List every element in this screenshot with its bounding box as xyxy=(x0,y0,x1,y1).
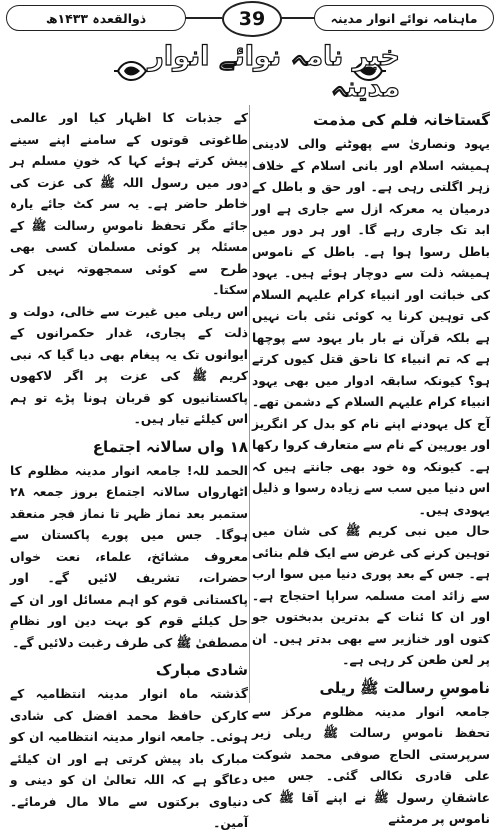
column-divider xyxy=(249,105,250,703)
header-rule-left xyxy=(184,17,222,19)
header-date: ذوالقعدہ ۱۴۳۳ھ xyxy=(6,5,186,31)
section-heading: گستاخانہ فلم کی مذمت xyxy=(313,111,490,129)
section-heading: شادی مبارک xyxy=(155,661,248,679)
article-paragraph: کے جذبات کا اظہار کیا اور عالمی طاغوتی قوتوں کے سامنے اپنے سینے پیش کرتے ہوئے کہا کہ خونِ مسلم ہر دور میں رسول اللہ ﷺ کی عزت کی خاطر حاضر ہے۔ یہ سر کٹ جائے یارہ جائے مگر تحفظ ناموسِ رسالت ﷺ کے مسئلہ پر کوئی مسلمان کسی بھی طرح سے کوئی سمجھوتہ نہیں کر سکتا۔ xyxy=(10,111,248,297)
article-paragraph: الحمد للہ! جامعہ انوار مدینہ مظلوم کا اٹھارواں سالانہ اجتماع بروز جمعہ ۲۸ ستمبر بعد نماز ظہر تا نماز فجر منعقد ہوگا۔ جس میں پورے پاکستان سے معروف مشائخ، علماء، نعت خواں حضرات، تشریف لائیں گے۔ اور پاکستانی قوم کو اہم مسائل اور ان کے حل کیلئے قوم کو بہت دین اور نظامِ مصطفیٰ ﷺ کی طرف رغبت دلائیں گے۔ xyxy=(10,463,248,650)
header-rule-right xyxy=(278,17,316,19)
banner-title: خبر نامہ نوائے انوار مدینہ xyxy=(148,41,400,103)
article-paragraph: گذشتہ ماہ انوار مدینہ انتظامیہ کے کارکن حافظ محمد افضل کی شادی ہوئی۔ جامعہ انوار مدینہ انتظامیہ ان کو مبارک باد پیش کرتی ہے اور ان کیلئے دعاگو ہے کہ اللہ تعالیٰ ان کو دینی و دنیاوی برکتوں سے مالا مال فرمائے۔ آمین۔ xyxy=(10,687,248,830)
article-paragraph: جامعہ انوار مدینہ مظلوم مرکز سے تحفظ ناموسِ رسالت ﷺ ریلی زیر سرپرستی الحاج صوفی محمد شوکت علی قادری نکالی گئی۔ جس میں عاشقانِ رسول ﷺ نے اپنے آقا ﷺ کی ناموس پر مرمٹنے xyxy=(252,704,490,826)
news-banner xyxy=(100,41,400,103)
section-heading: ۱۸ واں سالانہ اجتماع xyxy=(92,437,248,456)
article-paragraph: حال میں نبی کریم ﷺ کی شان میں توہین کرنے کی غرض سے ایک فلم بنائی ہے۔ جس کے بعد پوری دنیا میں سوا ارب سے زائد امت مسلمہ سراپا احتجاج ہے۔ اور ان کا ئنات کے بدترین بدبختوں جو کتوں اور خنازیر سے بھی بدتر ہیں۔ ان پر لعن طعن کر رہی ہے۔ xyxy=(252,524,490,667)
header-magazine-name: ماہنامہ نوائے انوار مدینہ xyxy=(314,5,494,31)
article-paragraph: اس ریلی میں غیرت سے خالی، دولت و ذلت کے پجاری، غدار حکمرانوں کے ایوانوں تک یہ پیغام بھی دیا گیا کہ نبی کریم ﷺ کی عزت پر اگر لاکھوں پاکستانیوں کو قربان ہونا پڑے تو ہم اس کیلئے تیار ہیں۔ xyxy=(10,304,248,426)
left-column xyxy=(10,108,248,835)
article-paragraph: یہود ونصاریٰ سے پھوٹنے والی لادینی ہمیشہ اسلام اور بانی اسلام کے خلاف زہر اگلتی رہی ہے۔ اور حق و باطل کے درمیان یہ معرکہ ازل سے جاری ہے اور ابد تک جاری رہے گا۔ اور ہر دور میں باطل رسوا ہوا ہے۔ باطل کے ناموس ہمیشہ ذلت سے دوچار ہوئے ہیں۔ یہود کی خباثت اور انبیاء کرام علیہم السلام کی توہین کرنا یہ کوئی نئی بات نہیں ہے بلکہ قرآن نے بار بار یہود سے پوچھا ہے کہ تم انبیاء کا ناحق قتل کیوں کرتے ہو؟ کیونکہ سابقہ ادوار میں بھی یہود انبیاء کرام علیہم السلام کے دشمن تھے۔ آج کل یہودنے اپنے نام کو بدل کر انگریز اور یورپین کے نام سے متعارف کروا رکھا ہے۔ کیونکہ وہ خود بھی جانتے ہیں کہ اس دنیا میں سب سے زیادہ رسوا و ذلیل یہودی ہیں۔ xyxy=(252,137,490,517)
page-number: 39 xyxy=(222,1,282,37)
right-column xyxy=(252,108,490,831)
section-heading: ناموسِ رسالت ﷺ ریلی xyxy=(319,678,490,697)
